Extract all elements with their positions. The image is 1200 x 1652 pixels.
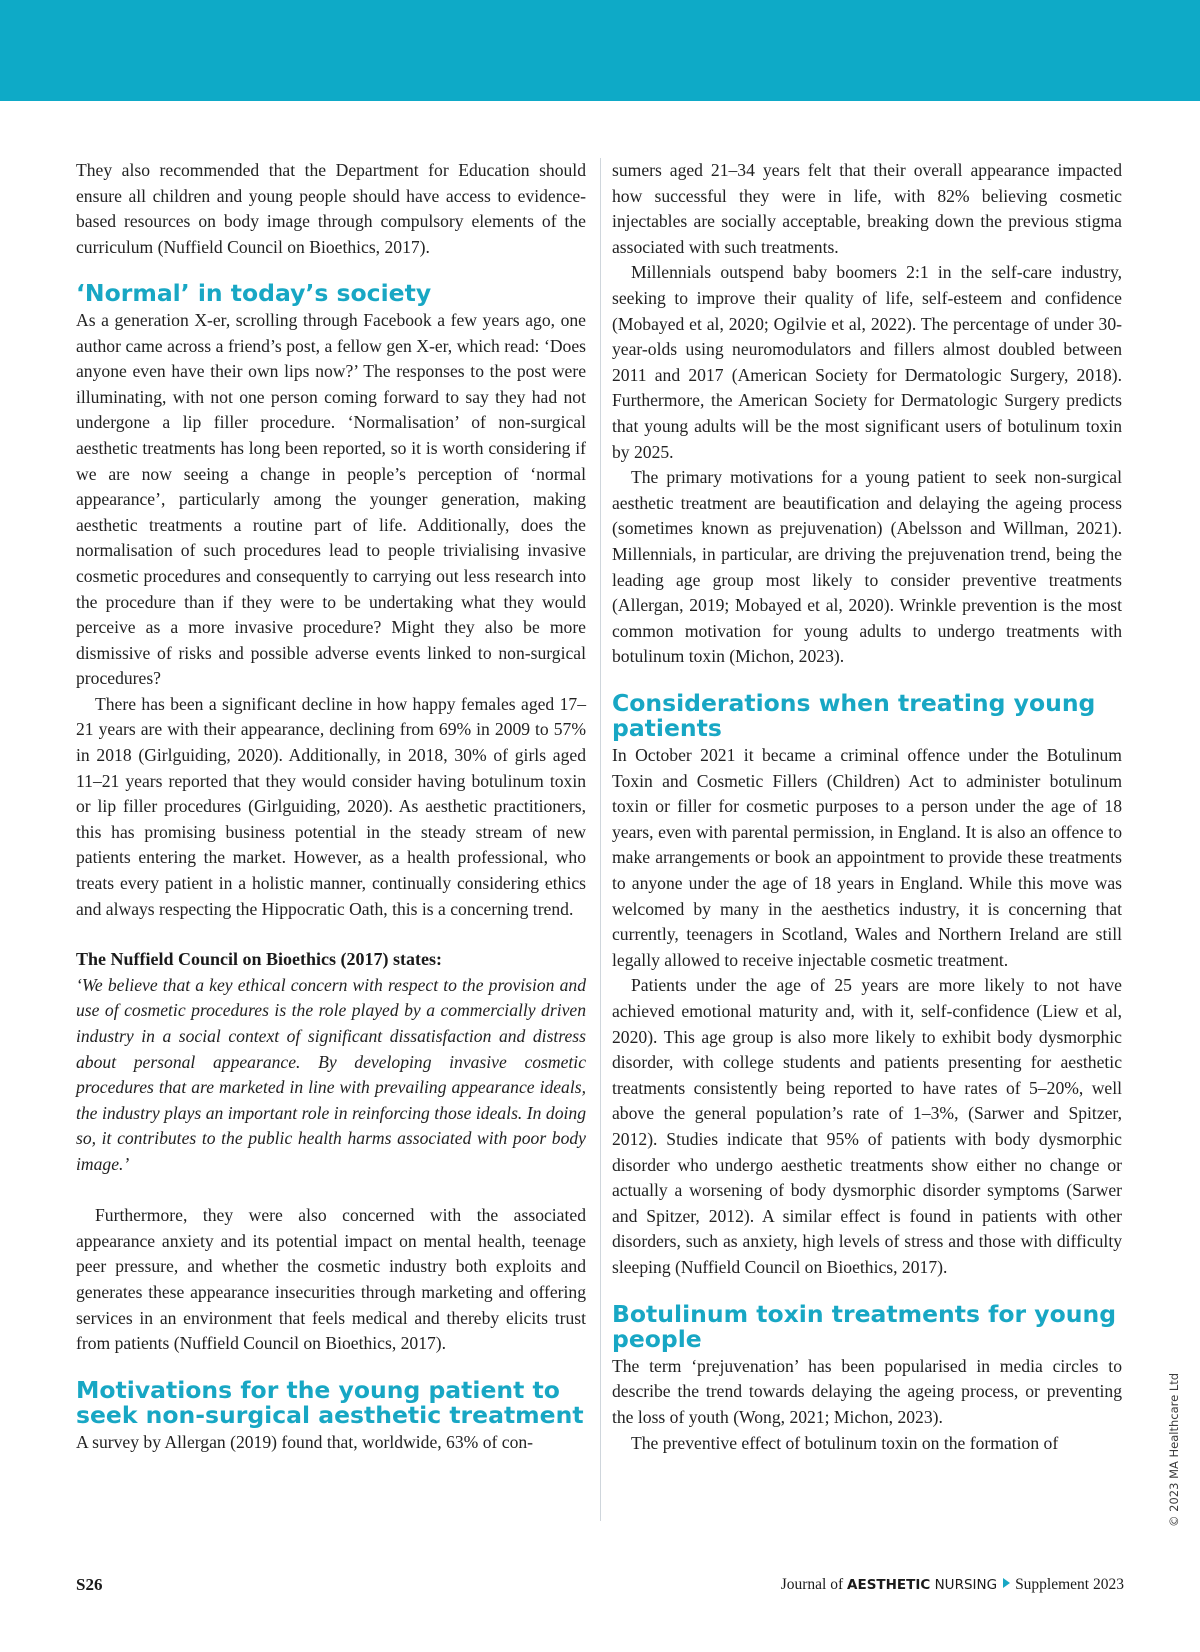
continuation-paragraph: sumers aged 21–34 years felt that their overall appearance impacted how successful they were in life, with 82% believing cosmetic injectables are socially acceptable, breaking down the previous stigma associated with such treatments. [612, 160, 1122, 257]
normal-paragraph-2: There has been a significant decline in how happy females aged 17–21 years are with their appearance, declining from 69% in 2009 to 57% in 2018 (Girlguiding, 2020). Additionally, in 2018, 30% of girls aged 11–21 years reported that they would consider having botulinum toxin or lip filler procedures (Girlguiding, 2020). As aesthetic practitioners, this has promising business potential in the steady stream of new patients entering the market. However, as a health professional, who treats every patient in a holistic manner, continually considering ethics and always respecting the Hippocratic Oath, this is a concerning trend. [76, 693, 586, 919]
page-number: S26 [76, 1575, 103, 1594]
preventive-paragraph: The preventive effect of botulinum toxin on the formation of [631, 1432, 1059, 1453]
copyright-notice: © 2023 MA Healthcare Ltd [1167, 1372, 1181, 1527]
header-color-band [0, 0, 1200, 101]
october-paragraph: In October 2021 it became a criminal offence under the Botulinum Toxin and Cosmetic Fillers (Children) Act to administer botulinum toxin or filler for cosmetic purposes to a person under the age of 18 years, even with parental permission, in England. It is also an offence to make arrangements or book an appointment to provide these treatments to anyone under the age of 18 years in England. While this move was welcomed by many in the aesthetics industry, it is concerning that currently, teenagers in Scotland, Wales and Northern Ireland are still legally allowed to receive injectable cosmetic treatment. [612, 745, 1122, 970]
heading-nuffield-states: The Nuffield Council on Bioethics (2017) states: [76, 949, 442, 970]
left-column [76, 158, 586, 1456]
survey-paragraph: A survey by Allergan (2019) found that, worldwide, 63% of con- [76, 1431, 534, 1452]
journal-title-rest: NURSING [930, 1577, 998, 1593]
heading-motivations: Motivations for the young patient to seek non-surgical aesthetic treatment [76, 1375, 584, 1430]
primary-motivations-paragraph: The primary motivations for a young patient to seek non-surgical aesthetic treatment are beautification and delaying the ageing process (sometimes known as prejuvenation) (Abelsson and Willman, 2021). Millennials, in particular, are driving the prejuvenation trend, being the leading age group most likely to consider preventive treatments (Allergan, 2019; Mobayed et al, 2020). Wrinkle prevention is the most common motivation for young adults to undergo treatments with botulinum toxin (Michon, 2023). [612, 467, 1122, 667]
column-divider [600, 158, 601, 1521]
right-column [612, 158, 1122, 1456]
supplement-label: Supplement 2023 [1015, 1576, 1124, 1593]
patients-paragraph: Patients under the age of 25 years are more likely to not have achieved emotional maturity and, with it, self-confidence (Liew et al, 2020). This age group is also more likely to exhibit body dysmorphic disorder, with college students and patients presenting for aesthetic treatments consistently being reported to have rates of 5–20%, well above the general population’s rate of 1–3%, (Sarwer and Spitzer, 2012). Studies indicate that 95% of patients with body dysmorphic disorder who undergo aesthetic treatments show either no change or actually a worsening of body dysmorphic disorder symptoms (Sarwer and Spitzer, 2012). A similar effect is found in patients with other disorders, such as anxiety, high levels of stress and those with difficulty sleeping (Nuffield Council on Bioethics, 2017). [612, 975, 1122, 1277]
heading-botulinum-young: Botulinum toxin treatments for young people [612, 1299, 1117, 1354]
journal-title-bold: AESTHETIC [847, 1577, 931, 1593]
heading-normal-society: ‘Normal’ in today’s society [76, 279, 432, 308]
furthermore-paragraph: Furthermore, they were also concerned with the associated appearance anxiety and its potential impact on mental health, teenage peer pressure, and whether the cosmetic industry both exploits and generates these appearance insecurities through marketing and offering services in an environment that feels medical and thereby elicits trust from patients (Nuffield Council on Bioethics, 2017). [76, 1205, 586, 1354]
prejuvenation-paragraph: The term ‘prejuvenation’ has been popularised in media circles to describe the trend towards delaying the ageing process, or preventing the loss of youth (Wong, 2021; Michon, 2023). [612, 1355, 1122, 1427]
journal-prefix: Journal of [780, 1576, 848, 1593]
nuffield-quote: ‘We believe that a key ethical concern with respect to the provision and use of cosmetic procedures is the role played by a commercially driven industry in a social context of significant dissatisfaction and distress about personal appearance. By developing invasive cosmetic procedures that are marketed in line with prevailing appearance ideals, the industry plays an important role in reinforcing those ideals. In doing so, it contributes to the public health harms associated with poor body image.’ [76, 974, 586, 1174]
heading-considerations: Considerations when treating young patients [612, 688, 1096, 743]
triangle-arrow-icon [1003, 1578, 1010, 1588]
millennials-paragraph: Millennials outspend baby boomers 2:1 in the self-care industry, seeking to improve their quality of life, self-esteem and confidence (Mobayed et al, 2020; Ogilvie et al, 2022). The percentage of under 30-year-olds using neuromodulators and fillers almost doubled between 2011 and 2017 (American Society for Dermatologic Surgery, 2018). Furthermore, the American Society for Dermatologic Surgery predicts that young adults will be the most significant users of botulinum toxin by 2025. [612, 262, 1122, 462]
journal-footer [781, 1576, 1124, 1594]
intro-paragraph: They also recommended that the Department for Education should ensure all children and young people should have access to evidence-based resources on body image through compulsory elements of the curriculum (Nuffield Council on Bioethics, 2017). [76, 160, 586, 257]
normal-paragraph-1: As a generation X-er, scrolling through Facebook a few years ago, one author came across a friend’s post, a fellow gen X-er, which read: ‘Does anyone even have their own lips now?’ The responses to the post were illuminating, with not one person coming forward to say they had not undergone a lip filler procedure. ‘Normalisation’ of non-surgical aesthetic treatments has long been reported, so it is worth considering if we are now seeing a change in people’s perception of ‘normal appearance’, particularly among the younger generation, making aesthetic treatments a routine part of life. Additionally, does the normalisation of such procedures lead to people trivialising invasive cosmetic procedures and consequently to carrying out less research into the procedure than if they were to be undertaking what they would perceive as a more invasive procedure? Might they also be more dismissive of risks and possible adverse events linked to non-surgical procedures? [76, 309, 586, 689]
